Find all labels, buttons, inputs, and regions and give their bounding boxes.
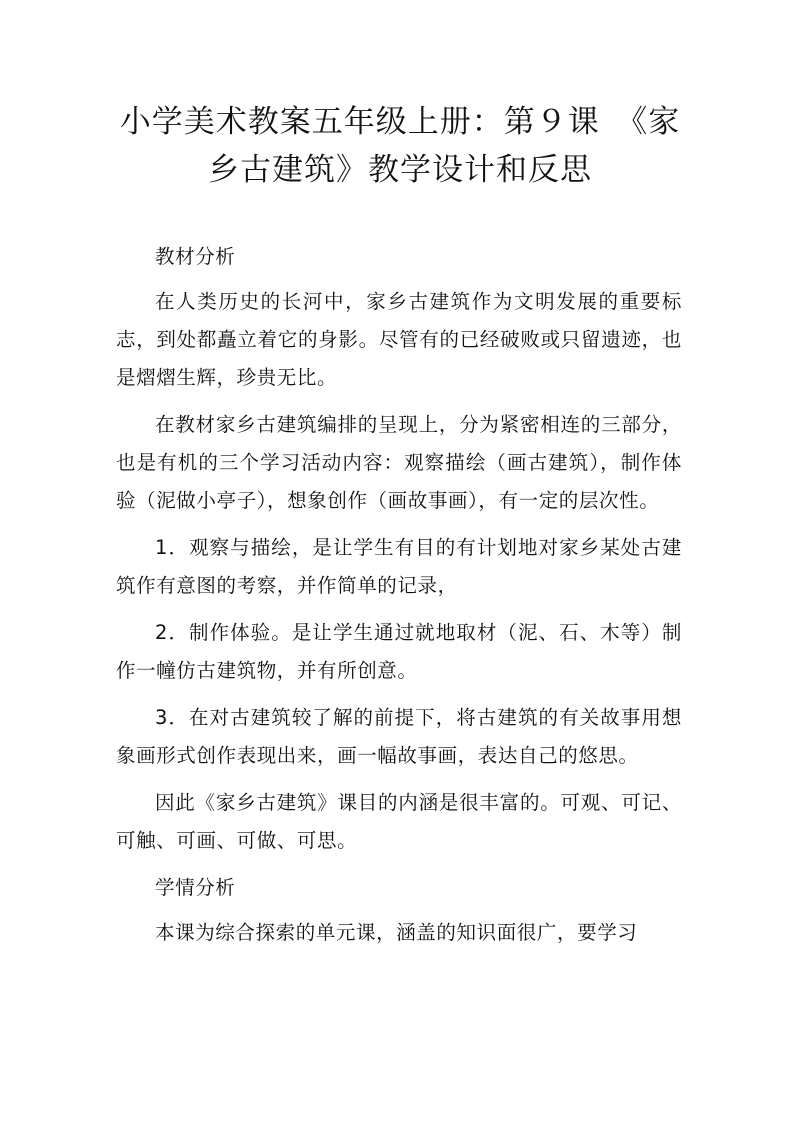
section-heading-student-analysis: 学情分析 (155, 876, 236, 899)
list-item: 3．在对古建筑较了解的前提下，将古建筑的有关故事用想象画形式创作表现出来，画一幅故事画，表达自己的悠思。 (116, 706, 682, 767)
section-heading-textbook-analysis: 教材分析 (155, 245, 236, 268)
page-title: 小学美术教案五年级上册：第９课 《家乡古建筑》教学设计和反思 (119, 104, 681, 188)
paragraph: 本课为综合探索的单元课，涵盖的知识面很广，要学习 (155, 921, 638, 944)
paragraph: 在教材家乡古建筑编排的呈现上，分为紧密相连的三部分，也是有机的三个学习活动内容：观察描绘（画古建筑），制作体验（泥做小亭子），想象创作（画故事画），有一定的层次性。 (116, 413, 682, 512)
paragraph: 在人类历史的长河中，家乡古建筑作为文明发展的重要标志，到处都矗立着它的身影。尽管有的已经破败或只留遗迹，也是熠熠生辉，珍贵无比。 (116, 290, 682, 389)
list-item: 2．制作体验。是让学生通过就地取材（泥、石、木等）制作一幢仿古建筑物，并有所创意。 (116, 621, 682, 682)
document-body (116, 238, 682, 961)
list-item: 1．观察与描绘，是让学生有目的有计划地对家乡某处古建筑作有意图的考察，并作简单的记录， (116, 536, 682, 597)
paragraph: 因此《家乡古建筑》课目的内涵是很丰富的。可观、可记、可触、可画、可做、可思。 (116, 791, 682, 852)
